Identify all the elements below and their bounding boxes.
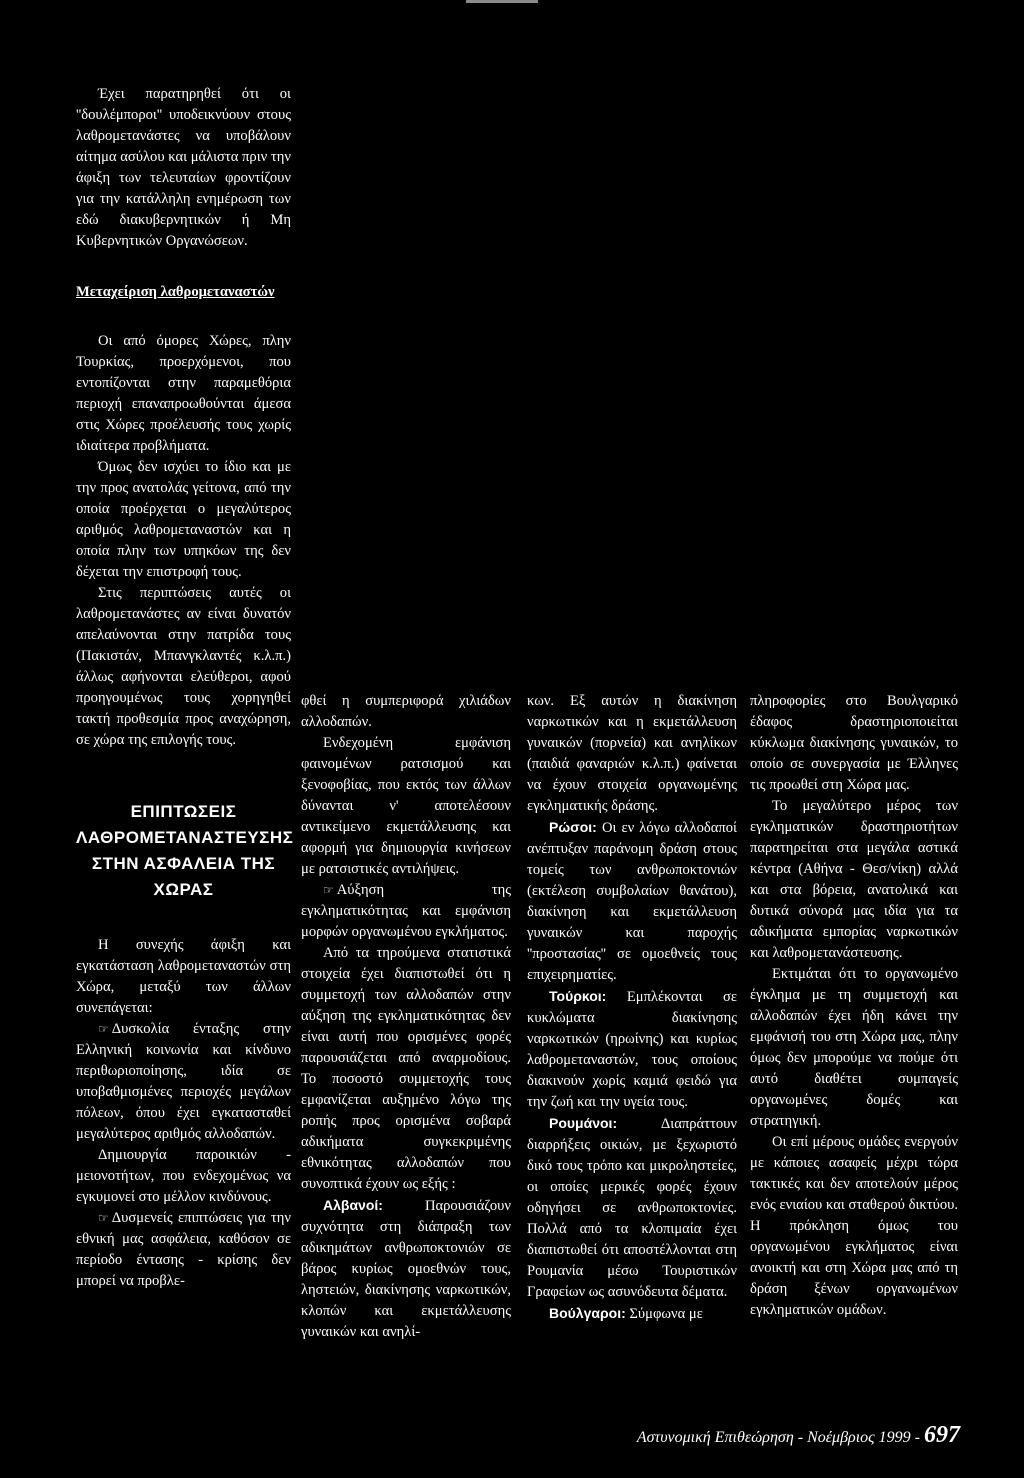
page-number: 697 <box>924 1422 960 1448</box>
paragraph: φθεί η συμπεριφορά χιλιάδων αλλοδαπών. <box>301 693 511 730</box>
paragraph: Δημιουργία παροικιών - μειονοτήτων, που ενδεχομένως να εγκυμονεί στο μέλλον κινδύνους. <box>76 1147 291 1205</box>
page-footer <box>600 1420 960 1453</box>
top-edge-mark <box>466 0 538 3</box>
paragraph: Έχει παρατηρηθεί ότι οι ''δουλέμποροι'' υποδεικνύουν στους λαθρομετανάστες να υποβάλουν αίτημα ασύλου και μάλιστα πριν την άφιξη των τελευταίων φροντίζουν για την κατάλληλη ενημέρωση των εδώ διακυβερνητικών ή Μη Κυβερνητικών Οργανώσεων. <box>76 86 291 249</box>
paragraph: πληροφορίες στο Βουλγαρικό έδαφος δραστηριοποιείται κύκλωμα διακίνησης γυναικών, το οποίο σε συνεργασία με Έλληνες τις προωθεί στη Χώρα μας. <box>750 693 958 793</box>
nationality-label: Ρουμάνοι: <box>549 1115 618 1131</box>
paragraph: Παρουσιάζουν συχνότητα στη διάπραξη των αδικημάτων ανθρωποκτονιών σε βάρος κυρίως ομοεθνών τους, ληστειών, διακίνησης ναρκωτικών, κλοπών και εκμετάλλευσης γυναικών και ανηλί- <box>301 1198 511 1340</box>
paragraph: Διαπράττουν διαρρήξεις οικιών, με ξεχωριστό δικό τους τρόπο και μικροληστείες, οι οποίες μερικές φορές έχουν οδηγήσει σε ανθρωποκτονίες. Πολλά από τα κλοπιμαία έχει διαπιστωθεί ότι αποστέλλονται στη Ρουμανία μέσω Τουριστικών Γραφείων ως ασυνόδευτα δέματα. <box>527 1116 737 1300</box>
paragraph: Οι εν λόγω αλλοδαποί ανέπτυξαν παράνομη δράση στους τομείς των ανθρωποκτονιών (εκτέλεση συμβολαίων θανάτου), διακίνηση και εκμετάλλευση γυναικών και παροχής ''προστασίας'' σε ομοεθνείς τους επιχειρηματίες. <box>527 820 737 983</box>
paragraph: Η συνεχής άφιξη και εγκατάσταση λαθρομεταναστών στη Χώρα, μεταξύ των άλλων συνεπάγεται: <box>76 937 291 1016</box>
pointing-hand-icon: ☞ <box>98 1211 109 1225</box>
nationality-label: Τούρκοι: <box>549 988 607 1004</box>
journal-title: Αστυνομική Επιθεώρηση - Νοέμβριος 1999 - <box>636 1429 924 1446</box>
paragraph: Όμως δεν ισχύει το ίδιο και με την προς ανατολάς γείτονα, από την οποία προέρχεται ο μεγαλύτερος αριθμός λαθρομεταναστών και η οποία πλην των υπηκόων της δεν δέχεται την επιστροφή τους. <box>76 459 291 580</box>
column-2 <box>301 691 511 1343</box>
bullet-paragraph: Αύξηση της εγκληματικότητας και εμφάνιση μορφών οργανωμένου εγκλήματος. <box>301 882 511 940</box>
paragraph: Στις περιπτώσεις αυτές οι λαθρομετανάστες αν είναι δυνατόν απελαύνονται στην πατρίδα τους (Πακιστάν, Μπανγκλαντές κ.λ.π.) άλλως αφήνονται ελεύθεροι, αφού προηγουμένως τους χορηγηθεί τακτή προθεσμία προς αναχώρηση, σε χώρα της επιλογής τους. <box>76 585 291 748</box>
bullet-paragraph: Δυσκολία ένταξης στην Ελληνική κοινωνία και κίνδυνο περιθωριοποίησης, ιδία σε υποβαθμισμένες περιοχές μεγάλων πόλεων, όπου έχει εγκατασταθεί μεγαλύτερος αριθμός αλλοδαπών. <box>76 1021 291 1142</box>
paragraph: Ενδεχομένη εμφάνιση φαινομένων ρατσισμού και ξενοφοβίας, που εκτός των άλλων δύνανται ν' αποτελέσουν αντικείμενο εκμετάλλευσης και αφορμή για δημιουργία κινήσεων με ρατσιστικές αντιλήψεις. <box>301 735 511 877</box>
nationality-label: Ρώσοι: <box>549 819 597 835</box>
paragraph: κων. Εξ αυτών η διακίνηση ναρκωτικών και η εκμετάλλευση γυναικών (πορνεία) και ανηλίκων (παιδιά φαναριών κ.λ.π.) φαίνεται να έχουν στοιχεία οργανωμένης εγκληματικής δράσης. <box>527 693 737 814</box>
paragraph: Οι επί μέρους ομάδες ενεργούν με κάποιες ασαφείς μέχρι τώρα τακτικές και δεν αποτελούν μέρος ενός ενιαίου και σταθερού δικτύου. Η πρόκληση όμως του οργανωμένου εγκλήματος είναι ανοικτή και στη Χώρα μας από τη δράση ξένων οργανωμένων εγκληματικών ομάδων. <box>750 1134 958 1318</box>
nationality-label: Αλβανοί: <box>323 1197 383 1213</box>
pointing-hand-icon: ☞ <box>98 1022 109 1036</box>
nationality-label: Βούλγαροι: <box>549 1305 626 1321</box>
column-4 <box>750 691 958 1321</box>
column-3 <box>527 691 737 1325</box>
paragraph: Σύμφωνα με <box>629 1306 703 1322</box>
paragraph: Οι από όμορες Χώρες, πλην Τουρκίας, προερχόμενοι, που εντοπίζονται στην παραμεθόρια περιοχή επαναπροωθούνται άμεσα στις Χώρες προέλευσής τους χωρίς ιδιαίτερα προβλήματα. <box>76 333 291 454</box>
paragraph: Εμπλέκονται σε κυκλώματα διακίνησης ναρκωτικών (ηρωίνης) και κυρίως λαθρομεταναστών, τους οποίους διακινούν χωρίς καμιά φειδώ για την ζωή και την υγεία τους. <box>527 989 737 1110</box>
paragraph: Το μεγαλύτερο μέρος των εγκληματικών δραστηριοτήτων παρατηρείται στα μεγάλα αστικά κέντρα (Αθήνα - Θεσ/νίκη) αλλά και στα βόρεια, ανατολικά και δυτικά σύνορά μας ιδία για τα αδικήματα εμπορίας ναρκωτικών και λαθρομετανάστευσης. <box>750 798 958 961</box>
section-subheading: Μεταχείριση λαθρομεταναστών <box>76 284 275 300</box>
pointing-hand-icon: ☞ <box>323 883 334 897</box>
paragraph: Εκτιμάται ότι το οργανωμένο έγκλημα με τη συμμετοχή και αλλοδαπών έχει ήδη κάνει την εμφάνισή του στη Χώρα μας, πλην όμως δεν μπορούμε να πούμε ότι αυτό διαθέτει συμπαγείς οργανωμένες δομές και στρατηγική. <box>750 966 958 1129</box>
paragraph: Από τα τηρούμενα στατιστικά στοιχεία έχει διαπιστωθεί ότι η συμμετοχή των αλλοδαπών στην αύξηση της εγκληματικότητας δεν είναι αυτή που ορισμένες φορές παρουσιάζεται από αναρμοδίους. Το ποσοστό συμμετοχής τους εμφανίζεται αυξημένο λόγω της ροπής προς ορισμένα σοβαρά αδικήματα συγκεκριμένης εθνικότητας αλλοδαπών που συνοπτικά έχουν ως εξής : <box>301 945 511 1192</box>
bullet-paragraph: Δυσμενείς επιπτώσεις για την εθνική μας ασφάλεια, καθόσον σε περίοδο έντασης - κρίσης δεν μπορεί να προβλε- <box>76 1210 291 1289</box>
column-1 <box>76 84 294 1292</box>
section-heading: ΕΠΙΠΤΩΣΕΙΣ ΛΑΘΡΟΜΕΤΑΝΑΣΤΕΥΣΗΣ ΣΤΗΝ ΑΣΦΑΛΕΙΑ ΤΗΣ ΧΩΡΑΣ <box>76 802 294 899</box>
